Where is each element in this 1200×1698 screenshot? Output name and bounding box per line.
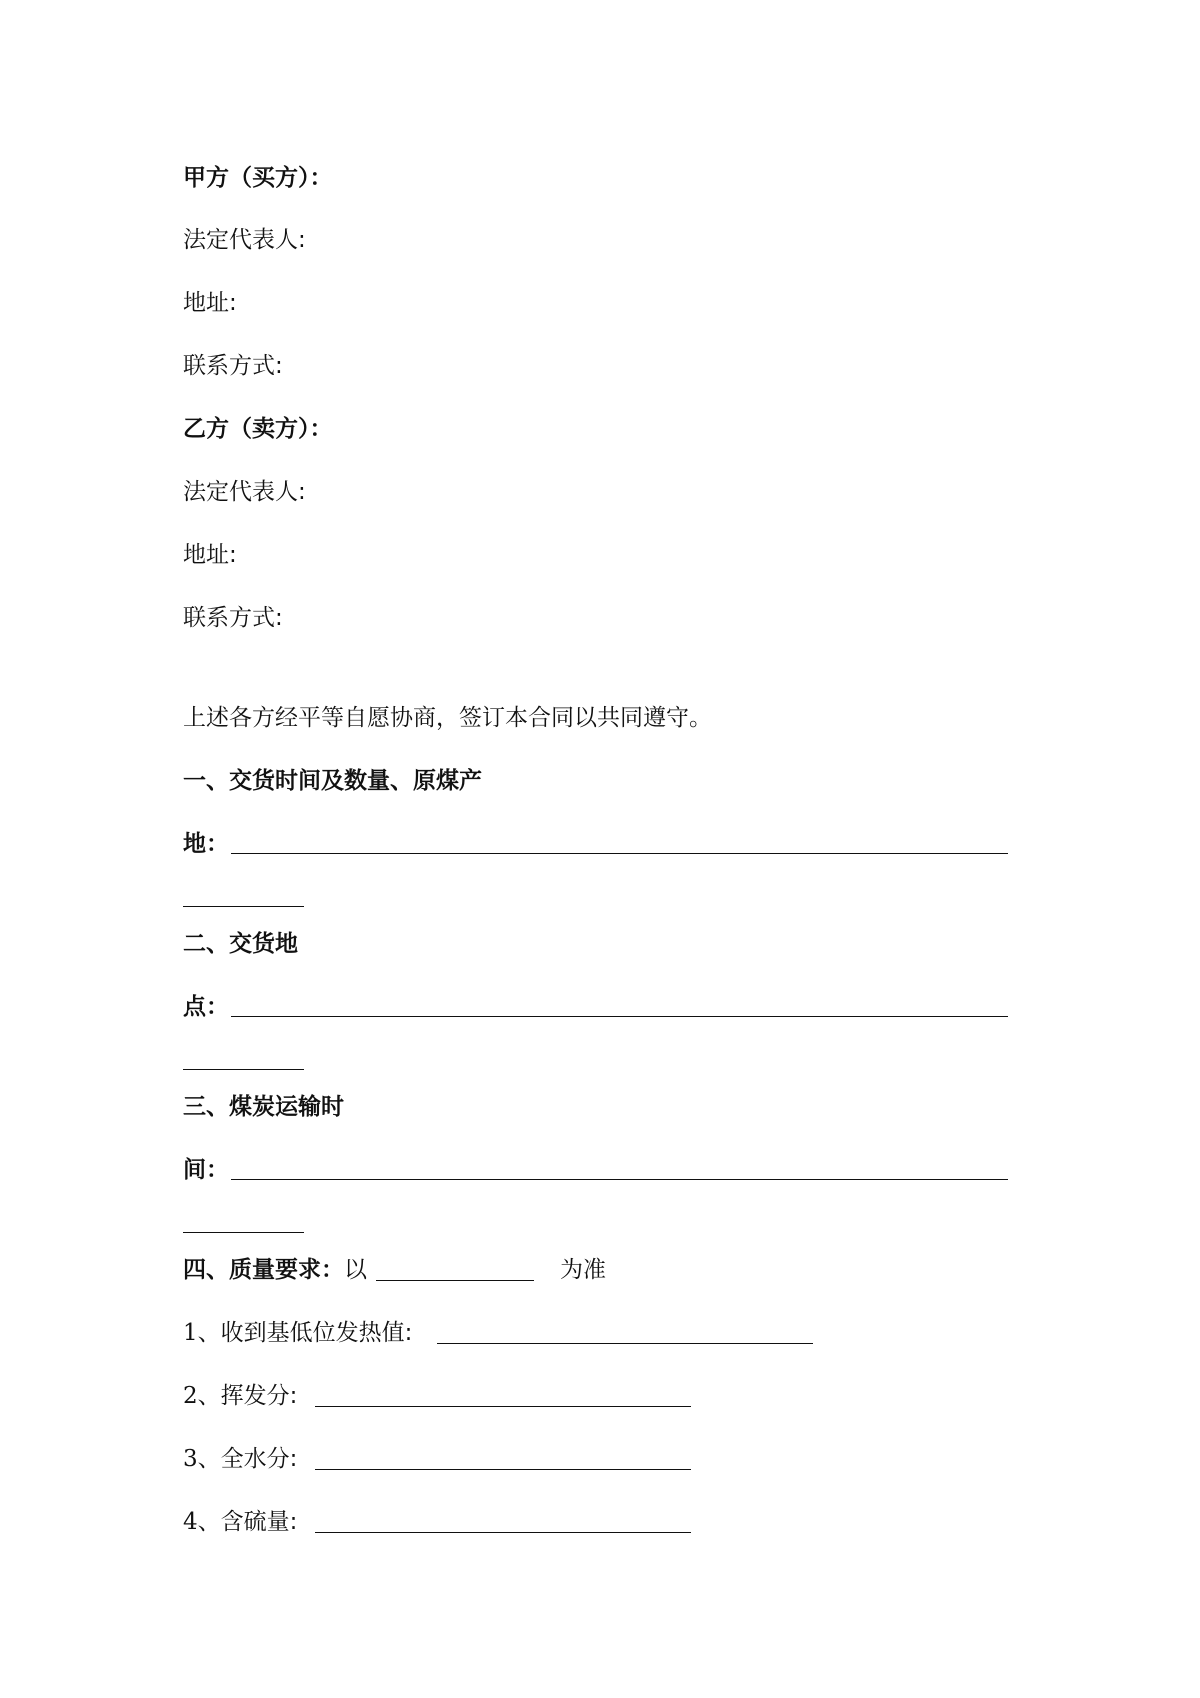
section-3-heading: 三、煤炭运输时: [183, 1094, 344, 1120]
section-4-row: [183, 1255, 367, 1285]
party-a-contact-label: 联系方式:: [183, 353, 283, 379]
section-1-fill-line-cont: [183, 906, 304, 907]
party-a-title: 甲方（买方）：: [183, 165, 333, 191]
party-b-address-label: 地址:: [183, 542, 237, 568]
party-b-rep-label: 法定代表人:: [183, 479, 306, 505]
quality-item-label: 含硫量:: [220, 1509, 298, 1535]
quality-item: [183, 1318, 412, 1348]
quality-item-number: 1: [183, 1320, 198, 1346]
party-b-contact-label: 联系方式:: [183, 605, 283, 631]
section-1-fill-line: [231, 853, 1008, 854]
quality-item-number: 2: [183, 1383, 198, 1409]
quality-item-label: 挥发分:: [220, 1383, 298, 1409]
quality-item-label: 全水分:: [220, 1446, 298, 1472]
quality-item: [183, 1507, 297, 1537]
section-3-fill-line: [231, 1179, 1008, 1180]
section-2-fill-line: [231, 1016, 1008, 1017]
quality-item-sep: 、: [197, 1320, 221, 1346]
section-4-fill-line: [376, 1280, 534, 1281]
quality-item-sep: 、: [197, 1383, 221, 1409]
quality-item-label: 收到基低位发热值:: [220, 1320, 413, 1346]
quality-item: [183, 1381, 297, 1411]
quality-item-fill-line: [315, 1406, 691, 1407]
section-3-heading-cont: 间：: [183, 1157, 229, 1183]
quality-item: [183, 1444, 297, 1474]
section-4-prefix: 以: [344, 1257, 367, 1283]
party-a-rep-label: 法定代表人:: [183, 227, 306, 253]
section-2-heading-cont: 点：: [183, 994, 229, 1020]
section-3-fill-line-cont: [183, 1232, 304, 1233]
section-4-heading: 四、质量要求：: [183, 1257, 344, 1283]
quality-item-number: 3: [183, 1446, 198, 1472]
section-1-heading: 一、交货时间及数量、原煤产: [183, 768, 482, 794]
quality-item-fill-line: [315, 1469, 691, 1470]
quality-item-sep: 、: [197, 1446, 221, 1472]
quality-item-fill-line: [437, 1343, 813, 1344]
section-2-fill-line-cont: [183, 1069, 304, 1070]
section-1-heading-cont: 地：: [183, 831, 229, 857]
quality-item-number: 4: [183, 1509, 198, 1535]
section-2-heading: 二、交货地: [183, 931, 298, 957]
quality-item-sep: 、: [197, 1509, 221, 1535]
intro-text: 上述各方经平等自愿协商，签订本合同以共同遵守。: [183, 705, 712, 731]
party-a-address-label: 地址:: [183, 290, 237, 316]
quality-item-fill-line: [315, 1532, 691, 1533]
party-b-title: 乙方（卖方）：: [183, 416, 333, 442]
section-4-suffix: 为准: [560, 1257, 606, 1283]
